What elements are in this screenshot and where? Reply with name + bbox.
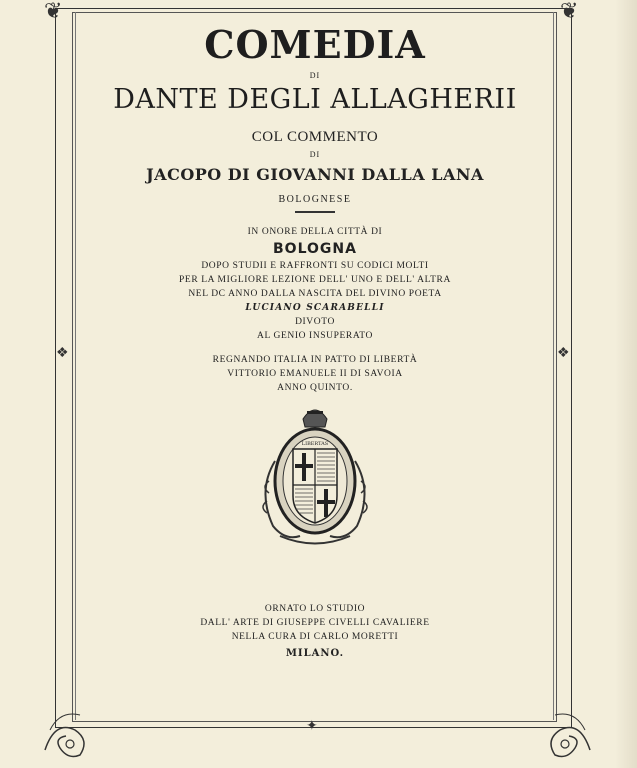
reign-line: REGNANDO ITALIA IN PATTO DI LIBERTÀ <box>212 355 418 365</box>
side-ornament-icon: ❖ <box>56 346 69 361</box>
connector-di: DI <box>309 71 321 80</box>
dedication-line: AL GENIO INSUPERATO <box>257 331 373 341</box>
imprint-line: ORNATO LO STUDIO <box>264 604 366 614</box>
corner-ornament-icon <box>535 700 595 760</box>
corner-ornament-icon <box>40 700 100 760</box>
reign-line: ANNO QUINTO. <box>277 383 353 393</box>
emblem-motto: LIBERTAS <box>301 441 329 447</box>
bottom-ornament-icon: ✦ <box>306 719 318 734</box>
reign-line: VITTORIO EMANUELE II DI SAVOIA <box>227 369 403 379</box>
connector-di: DI <box>309 150 321 159</box>
dedication-line: IN ONORE DELLA CITTÀ DI <box>247 227 383 237</box>
imprint <box>80 600 550 659</box>
dedication-line: PER LA MIGLIORE LEZIONE DELL' UNO E DELL' ALTRA <box>179 275 451 285</box>
bologna-coat-of-arms-icon <box>255 401 375 551</box>
author-name: DANTE DEGLI ALLAGHERII <box>113 84 517 115</box>
corner-ornament-icon: ❦ <box>560 0 579 23</box>
editor-name: LUCIANO SCARABELLI <box>245 303 385 313</box>
dedication-line: DIVOTO <box>295 317 335 327</box>
work-title: COMEDIA <box>204 22 426 67</box>
dedication-line: NEL DC ANNO DALLA NASCITA DEL DIVINO POETA <box>188 289 442 299</box>
commentator-name: JACOPO DI GIOVANNI DALLA LANA <box>146 165 484 184</box>
dedication-line: DOPO STUDII E RAFFRONTI SU CODICI MOLTI <box>201 261 429 271</box>
divider-rule <box>295 211 335 213</box>
imprint-line: DALL' ARTE DI GIUSEPPE CIVELLI CAVALIERE <box>200 618 430 628</box>
dedication-city: BOLOGNA <box>273 241 357 257</box>
title-page-text <box>80 10 550 659</box>
imprint-line: NELLA CURA DI CARLO MORETTI <box>231 632 399 642</box>
commentator-origin: BOLOGNESE <box>278 194 352 205</box>
corner-ornament-icon: ❦ <box>44 0 63 23</box>
side-ornament-icon: ❖ <box>557 346 570 361</box>
col-commento: COL COMMENTO <box>251 129 379 145</box>
imprint-city: MILANO. <box>285 648 345 659</box>
